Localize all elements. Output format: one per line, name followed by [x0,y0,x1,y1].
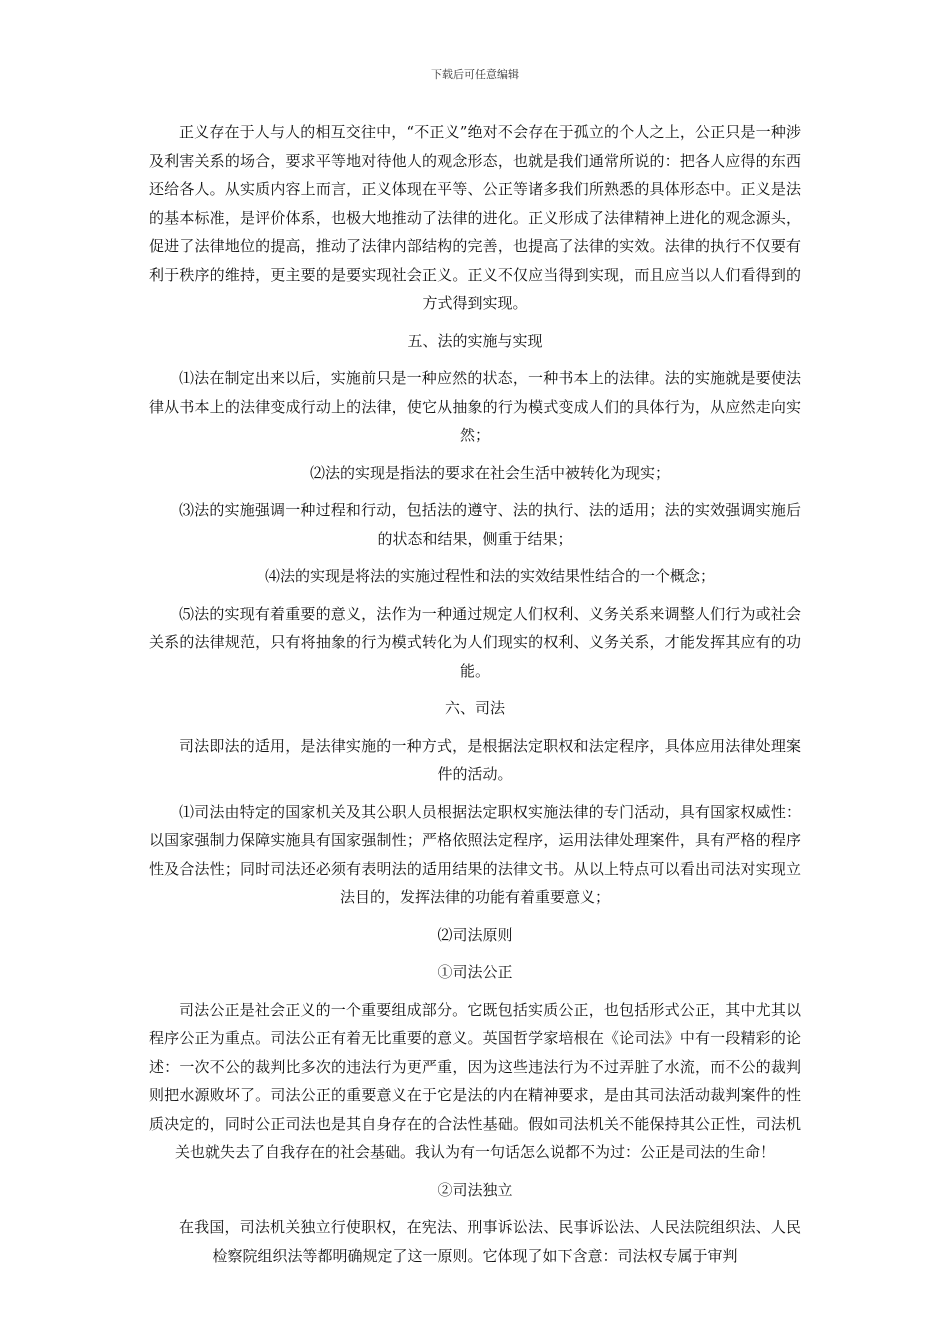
paragraph-item-3: ⑶法的实施强调一种过程和行动，包括法的遵守、法的执行、法的适用；法的实效强调实施后的状态和结果，侧重于结果； [179,501,801,548]
paragraph-item-4: ⑷法的实现是将法的实施过程性和法的实效结果性结合的一个概念； [264,567,715,585]
subheading-judicial-independence: ②司法独立 [437,1180,513,1199]
paragraph-item-2: ⑵法的实现是指法的要求在社会生活中被转化为现实； [309,463,670,482]
paragraph-judiciary-definition: 司法即法的适用，是法律实施的一种方式，是根据法定职权和法定程序，具体应用法律处理案件的活动。 [179,736,801,783]
section-heading-5: 五、法的实施与实现 [407,331,543,350]
subheading-judicial-principles: ⑵司法原则 [437,925,513,944]
paragraph-item-5: ⑸法的实现有着重要的意义，法作为一种通过规定人们权利、义务关系来调整人们行为或社会关系的法律规范，只有将抽象的行为模式转化为人们现实的权利、义务关系，才能发挥其应有的功能。 [149,604,801,680]
subheading-judicial-fairness: ①司法公正 [437,963,513,981]
paragraph-item-1: ⑴法在制定出来以后，实施前只是一种应然的状态，一种书本上的法律。法的实施就是要使法律从书本上的法律变成行动上的法律，使它从抽象的行为模式变成人们的具体行为，从应然走向实然； [149,369,801,444]
page-header-note: 下载后可任意编辑 [431,68,519,81]
paragraph-judicial-fairness: 司法公正是社会正义的一个重要组成部分。它既包括实质公正，也包括形式公正，其中尤其以程序公正为重点。司法公正有着无比重要的意义。英国哲学家培根在《论司法》中有一段精彩的论述：一次不公的裁判比多次的违法行为更严重，因为这些违法行为不过弄脏了水流，而不公的裁判则把水源败坏了。司法公正的重要意义在于它是法的内在精神要求，是由其司法活动裁判案件的性质决定的，同时公正司法也是其自身存在的合法性基础。假如司法机关不能保持其公正性，司法机关也就失去了自我存在的社会基础。我认为有一句话怎么说都不为过：公正是司法的生命！ [149,1000,801,1161]
paragraph-judicial-independence: 在我国，司法机关独立行使职权，在宪法、刑事诉讼法、民事诉讼法、人民法院组织法、人民检察院组织法等都明确规定了这一原则。它体现了如下含意：司法权专属于审判 [179,1218,801,1265]
paragraph-justice: 正义存在于人与人的相互交往中，“不正义”绝对不会存在于孤立的个人之上，公正只是一种涉及利害关系的场合，要求平等地对待他人的观念形态，也就是我们通常所说的：把各人应得的东西还给各人。从实质内容上而言，正义体现在平等、公正等诸多我们所熟悉的具体形态中。正义是法的基本标准，是评价体系，也极大地推动了法律的进化。正义形成了法律精神上进化的观念源头，促进了法律地位的提高，推动了法律内部结构的完善，也提高了法律的实效。法律的执行不仅要有利于秩序的维持，更主要的是要实现社会正义。正义不仅应当得到实现，而且应当以人们看得到的方式得到实现。 [149,123,801,312]
section-heading-6: 六、司法 [444,699,505,717]
paragraph-judiciary-features: ⑴司法由特定的国家机关及其公职人员根据法定职权实施法律的专门活动，具有国家权威性：以国家强制力保障实施具有国家强制性；严格依照法定程序，运用法律处理案件，具有严格的程序性及合法性；同时司法还必须有表明法的适用结果的法律文书。从以上特点可以看出司法对实现立法目的，发挥法律的功能有着重要意义； [149,802,801,906]
document-body [149,118,801,1270]
